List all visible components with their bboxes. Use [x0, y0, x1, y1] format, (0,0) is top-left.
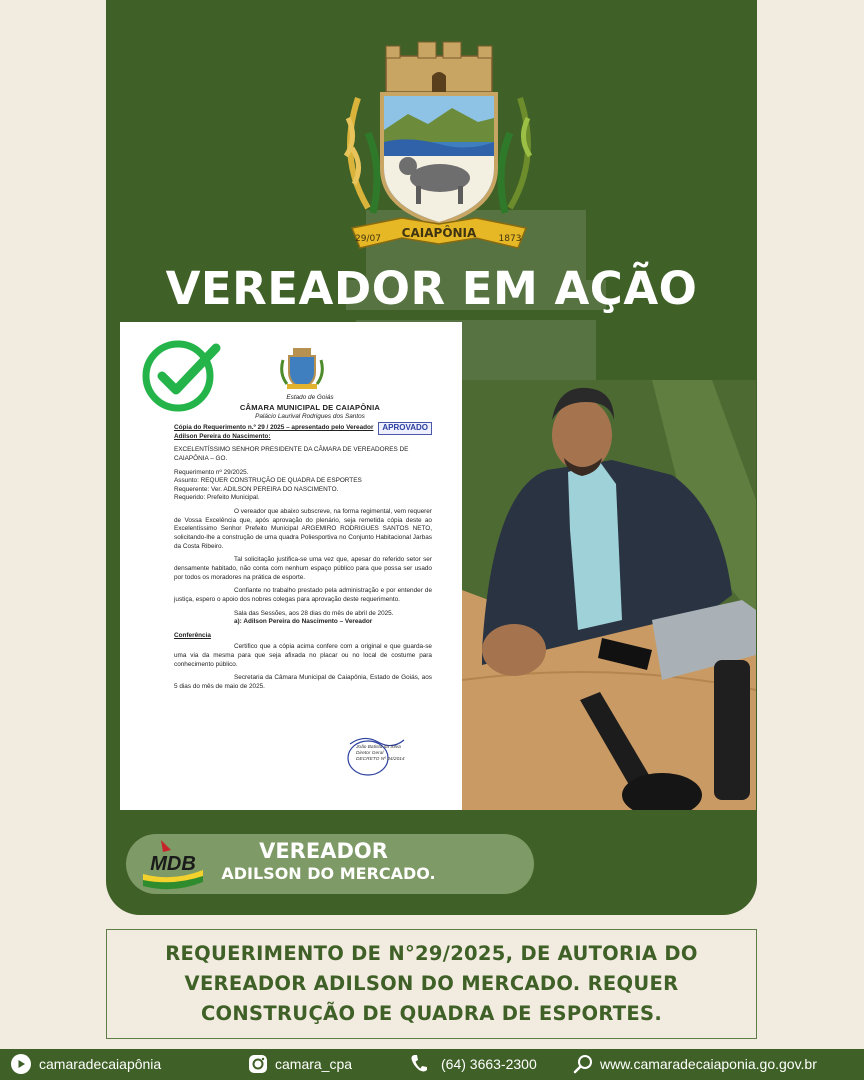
document-institution: CÂMARA MUNICIPAL DE CAIAPÔNIA	[239, 402, 381, 412]
document-paragraph-3: Confiante no trabalho prestado pela administração e por entender de justiça, espero o apoio dos nobres colegas para aprovação deste requerimento.	[174, 587, 432, 603]
footer-website[interactable]	[573, 1054, 817, 1074]
party-logo-text: MDB	[150, 853, 196, 875]
crest-date-right: 1873	[498, 234, 522, 244]
document-copy-line: Cópia do Requerimento n.º 29 / 2025 – apresentado pelo Vereador Adilson Pereira do Nascimento:	[174, 424, 374, 440]
signature-decree: DECRETO Nº 04/2014	[356, 756, 405, 762]
document-requester: Requerente: Ver. ADILSON PEREIRA DO NASCIMENTO.	[174, 485, 339, 493]
document-paragraph-2: Tal solicitação justifica-se uma vez que, apesar do referido setor ser densamente habitado, não conta com nenhum espaço público para que possa ser usado por todos os moradores na prática de esporte.	[174, 556, 432, 581]
document-subject: Assunto: REQUER CONSTRUÇÃO DE QUADRA DE ESPORTES	[174, 477, 362, 485]
document-secretariat: Secretaria da Câmara Municipal de Caiapônia, Estado de Goiás, aos 5 dias do mês de maio de 2025.	[174, 674, 432, 691]
document-palace: Palácio Laurival Rodrigues dos Santos	[255, 412, 365, 420]
document-req-number: Requerimento nº 29/2025.	[174, 468, 249, 476]
signature-name: João Batista da Silva	[356, 745, 401, 750]
footer-instagram-label: camara_cpa	[275, 1056, 353, 1072]
signature-block	[356, 745, 416, 762]
footer-phone[interactable]	[410, 1054, 537, 1074]
footer-youtube[interactable]	[10, 1054, 161, 1074]
search-icon	[573, 1054, 593, 1074]
document-body	[174, 424, 432, 697]
document-conference-title: Conferência	[174, 631, 211, 639]
caption-box	[106, 929, 757, 1039]
page-headline: VEREADOR EM AÇÃO	[165, 262, 698, 315]
party-logo-icon	[137, 838, 209, 890]
footer-instagram[interactable]	[248, 1054, 352, 1074]
document-state: Estado de Goiás	[286, 394, 334, 401]
phone-icon	[410, 1054, 428, 1074]
councilor-photo	[462, 380, 756, 810]
request-document	[120, 322, 462, 810]
crest-banner-text: CAIAPÔNIA	[401, 226, 477, 240]
document-signed-by: a): Adilson Pereira do Nascimento – Vereador	[234, 618, 373, 626]
badge-name: ADILSON DO MERCADO.	[221, 864, 436, 883]
instagram-icon	[248, 1054, 268, 1074]
document-salutation: EXCELENTÍSSIMO SENHOR PRESIDENTE DA CÂMARA DE VEREADORES DE CAIAPÔNIA – GO.	[174, 446, 409, 462]
footer-phone-label: (64) 3663-2300	[441, 1056, 537, 1072]
chamber-seal-icon	[279, 346, 325, 392]
document-session-date: Sala das Sessões, aos 28 dias do mês de abril de 2025.	[234, 609, 394, 617]
signature-role: Diretor Geral	[356, 750, 384, 756]
youtube-icon	[10, 1054, 32, 1074]
footer-website-label: www.camaradecaiaponia.go.gov.br	[600, 1056, 817, 1072]
caption-text: REQUERIMENTO DE N°29/2025, DE AUTORIA DO VEREADOR ADILSON DO MERCADO. REQUER CONSTRUÇÃO DE QUADRA DE ESPORTES.	[165, 942, 698, 1025]
document-addressee: Requerido: Prefeito Municipal.	[174, 494, 260, 502]
crest-date-left: 29/07	[355, 234, 381, 244]
main-panel	[106, 0, 757, 915]
footer-youtube-label: camaradecaiapônia	[39, 1056, 162, 1072]
document-paragraph-1: O vereador que abaixo subscreve, na forma regimental, vem requerer de Vossa Excelência que, após aprovação do plenário, seja remetida cópia deste ao Excelentíssimo Senhor Prefeito Municipal ARGEMIRO RODRIGUES SANTOS NETO, solicitando-lhe a construção de uma quadra Poliesportiva no Conjunto Habitacional Jarbas da Costa Ribeiro.	[174, 508, 432, 550]
document-header	[210, 394, 410, 422]
approved-stamp: APROVADO	[378, 422, 432, 435]
document-conference-text: Certifico que a cópia acima confere com a original e que guarda-se uma via da mesma para que seja afixada no placar ou no local de costume para conhecimento público.	[174, 643, 432, 668]
municipal-crest-icon	[328, 38, 550, 260]
footer-bar	[0, 1049, 864, 1080]
party-badge	[126, 834, 534, 894]
badge-title: VEREADOR	[259, 839, 388, 863]
